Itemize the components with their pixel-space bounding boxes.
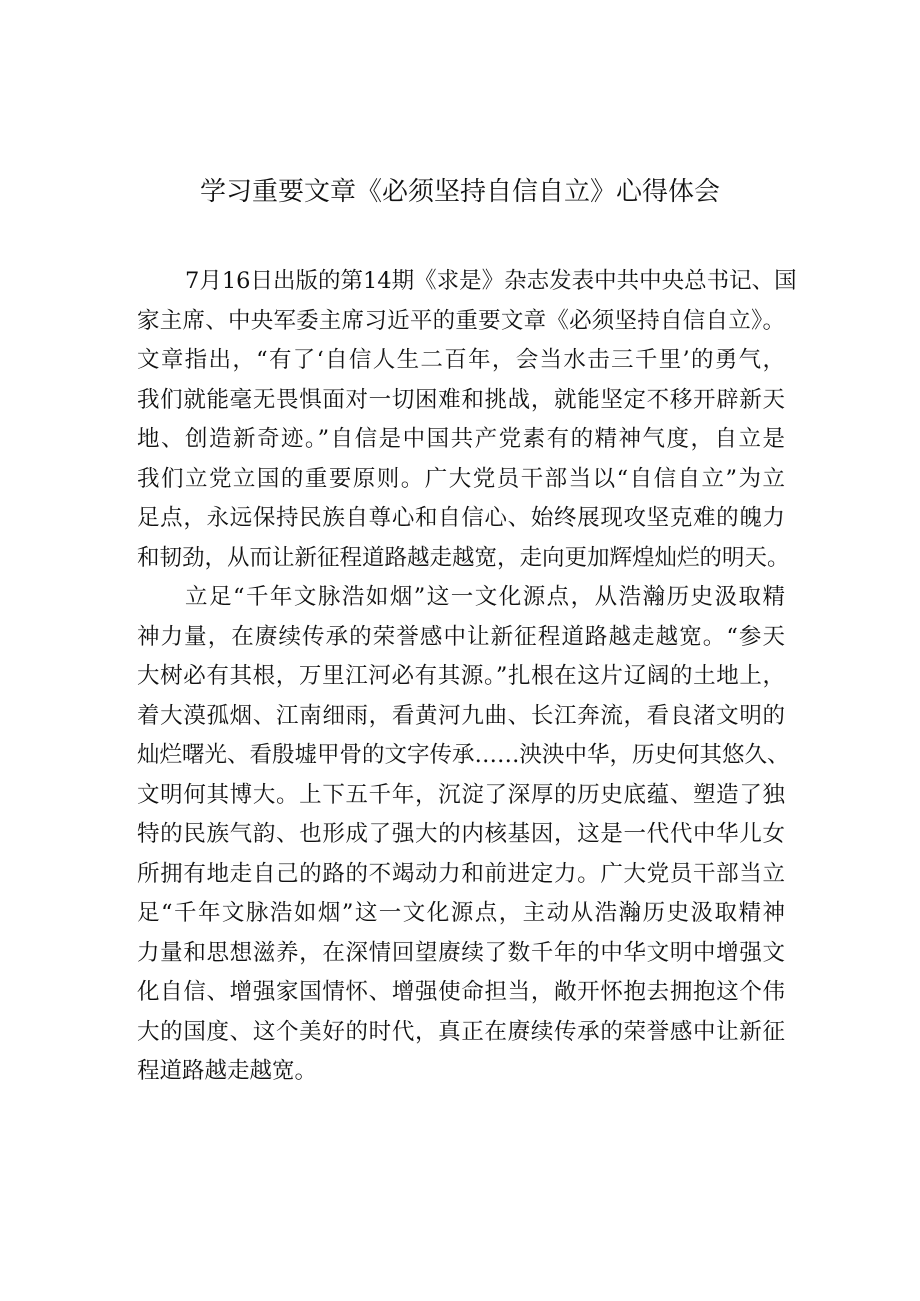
paragraph-line: 我们就能毫无畏惧面对一切困难和挑战，就能坚定不移开辟新天: [137, 386, 785, 413]
paragraph-line: 着大漠孤烟、江南细雨，看黄河九曲、长江奔流，看良渚文明的: [137, 702, 785, 729]
paragraph-line: 化自信、增强家国情怀、增强使命担当，敞开怀抱去拥抱这个伟: [137, 979, 785, 1005]
paragraph-line: 家主席、中央军委主席习近平的重要文章《必须坚持自信自立》。: [137, 307, 785, 334]
paragraph-line: 文明何其博大。上下五千年，沉淀了深厚的历史底蕴、塑造了独: [137, 781, 785, 808]
paragraph-line: 7月16日出版的第14期《求是》杂志发表中共中央总书记、国: [185, 268, 797, 294]
document-body: [137, 262, 797, 1092]
paragraph-2: [137, 578, 790, 1092]
paragraph-line: 我们立党立国的重要原则。广大党员干部当以“自信自立”为立: [137, 465, 785, 492]
paragraph-line: 灿烂曙光、看殷墟甲骨的文字传承……泱泱中华，历史何其悠久、: [137, 742, 790, 768]
paragraph-line: 力量和思想滋养，在深情回望赓续了数千年的中华文明中增强文: [137, 939, 785, 966]
paragraph-line: 和韧劲，从而让新征程道路越走越宽，走向更加辉煌灿烂的明天。: [137, 544, 790, 571]
paragraph-line: 地、创造新奇迹。”自信是中国共产党素有的精神气度，自立是: [137, 426, 785, 452]
paragraph-line: 足“千年文脉浩如烟”这一文化源点，主动从浩瀚历史汲取精神: [137, 900, 785, 926]
paragraph-line: 大树必有其根，万里江河必有其源。”扎根在这片辽阔的土地上，: [137, 663, 785, 689]
paragraph-line: 文章指出，“有了‘自信人生二百年，会当水击三千里’的勇气，: [137, 347, 785, 373]
paragraph-line: 程道路越走越宽。: [137, 1058, 318, 1084]
paragraph-line: 立足“千年文脉浩如烟”这一文化源点，从浩瀚历史汲取精: [185, 584, 785, 610]
paragraph-line: 大的国度、这个美好的时代，真正在赓续传承的荣誉感中让新征: [137, 1018, 785, 1045]
paragraph-line: 神力量，在赓续传承的荣誉感中让新征程道路越走越宽。“参天: [137, 623, 785, 650]
paragraph-line: 足点，永远保持民族自尊心和自信心、始终展现攻坚克难的魄力: [137, 505, 785, 531]
paragraph-line: 特的民族气韵、也形成了强大的内核基因，这是一代代中华儿女: [137, 821, 785, 847]
document-title: 学习重要文章《必须坚持自信自立》心得体会: [199, 177, 720, 207]
paragraph-line: 所拥有地走自己的路的不竭动力和前进定力。广大党员干部当立: [137, 860, 785, 887]
paragraph-1: [137, 262, 797, 578]
